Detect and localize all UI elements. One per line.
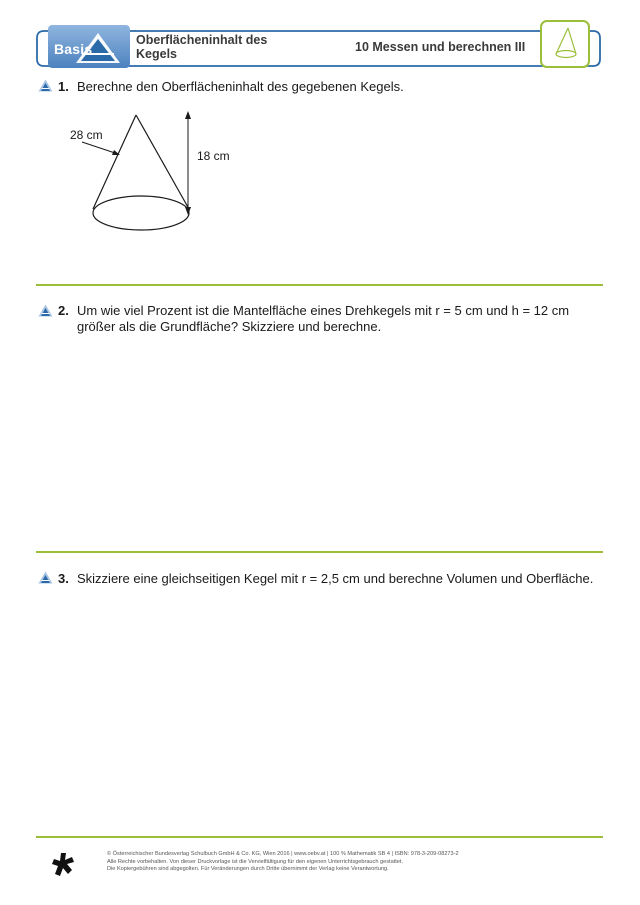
task-3-text: Skizziere eine gleichseitigen Kegel mit r = 2,5 cm und berechne Volumen und Oberfläche. xyxy=(77,571,594,586)
difficulty-icon xyxy=(38,304,53,317)
height-arrow-bottom xyxy=(185,207,191,215)
worksheet-title xyxy=(136,33,326,61)
worksheet-title-line2: Kegels xyxy=(136,47,177,61)
section-divider xyxy=(36,284,603,286)
cone-figure xyxy=(60,105,250,240)
copyright-line: Die Kopiergebühren sind abgegolten. Für Veränderungen durch Dritte übernimmt der Verlag keine Verantwortung. xyxy=(107,866,389,873)
badge-label: Basis xyxy=(54,41,93,57)
task-2-number: 2. xyxy=(58,303,69,318)
height-arrow-top xyxy=(185,111,191,119)
copyright-line: Alle Rechte vorbehalten. Von dieser Druckvorlage ist die Vervielfältigung für den eigenen Unterrichtsgebrauch gestattet. xyxy=(107,858,404,865)
slant-label: 28 cm xyxy=(70,128,103,142)
copyright-notice xyxy=(107,851,587,874)
section-divider xyxy=(36,551,603,553)
slant-pointer xyxy=(82,142,115,153)
task-2-text-line1: Um wie viel Prozent ist die Mantelfläche eines Drehkegels mit r = 5 cm und h = 12 cm xyxy=(77,303,570,318)
basis-badge xyxy=(48,25,130,68)
difficulty-icon xyxy=(38,79,53,92)
difficulty-icon xyxy=(38,571,53,584)
task-2-text xyxy=(77,303,597,335)
worksheet-title-line1: Oberflächeninhalt des xyxy=(136,33,268,47)
task-2-text-line2: größer als die Grundfläche? Skizziere und berechne. xyxy=(77,319,382,334)
footer-divider xyxy=(36,836,603,838)
copyright-line: © Österreichischer Bundesverlag Schulbuch GmbH & Co. KG, Wien 2016 | www.oebv.at | 100 % Mathematik SB 4 | ISBN: 978-3-209-08273-2 xyxy=(107,851,459,857)
height-label: 18 cm xyxy=(197,149,230,163)
cone-base xyxy=(93,196,189,230)
task-1-number: 1. xyxy=(58,79,69,94)
cone-right-edge xyxy=(136,115,189,209)
chapter-title: 10 Messen und berechnen III xyxy=(355,40,526,54)
publisher-logo-icon xyxy=(50,851,78,879)
task-3-number: 3. xyxy=(58,571,69,586)
task-1-text: Berechne den Oberflächeninhalt des gegebenen Kegels. xyxy=(77,79,404,94)
cone-corner-icon xyxy=(540,20,590,68)
